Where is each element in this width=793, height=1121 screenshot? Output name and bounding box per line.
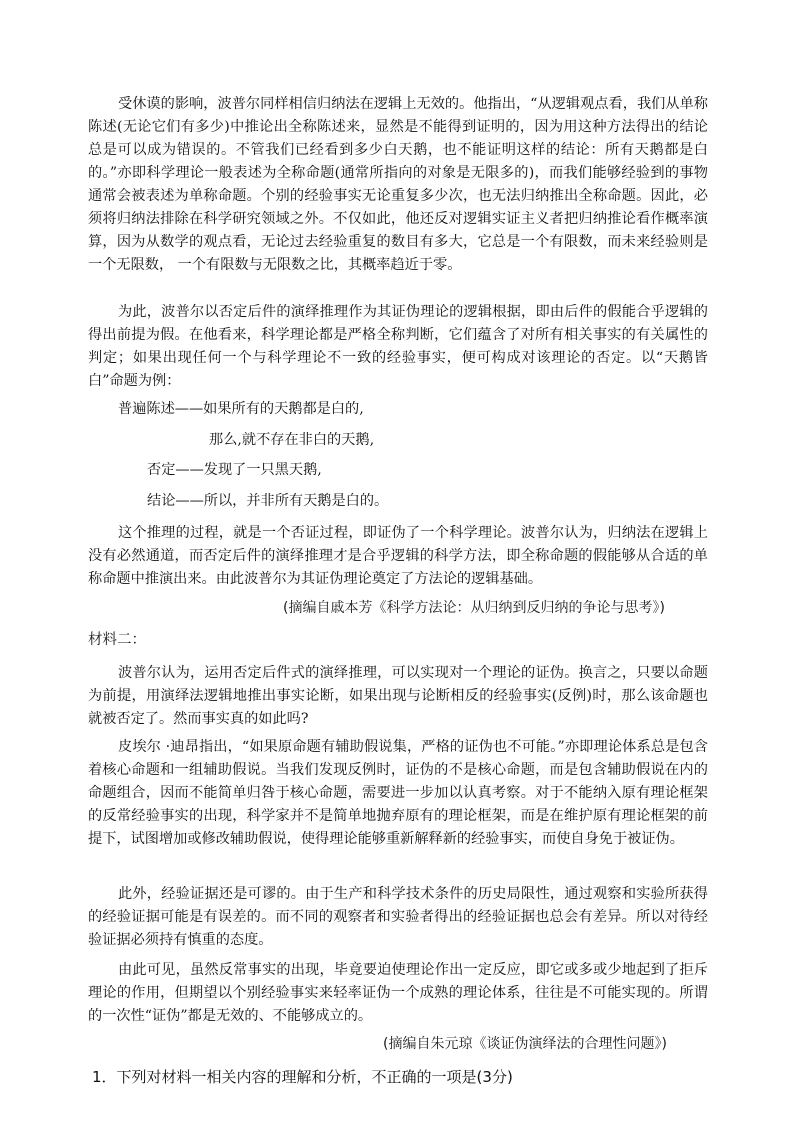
material2-paragraph-2: 皮埃尔 ·迪昂指出，“如果原命题有辅助假说集，严格的证伪也不可能。”亦即理论体系总是包含着核心命题和一组辅助假说。当我们发现反例时，证伪的不是核心命题，而是包含辅助假说在内的命题组合，因而不能简单归咎于核心命题，需要进一步加以认真考察。对于不能纳入原有理论框架的反常经验事实的出现，科学家并不是简单地抛弃原有的理论框架，而是在维护原有理论框架的前提下，试图增加或修改辅助假说，使得理论能够重新解释新的经验事实，而使自身免于被证伪。: [88, 739, 708, 847]
material2-heading: 材料二：: [88, 632, 146, 648]
material2-source: (摘编自朱元琼《谈证伪演绎法的合理性问题》): [383, 1036, 667, 1052]
material2-paragraph-4: 由此可见，虽然反常事实的出现，毕竟要迫使理论作出一定反应，即它或多或少地起到了拒斥理论的作用，但期望以个别经验事实来轻率证伪一个成熟的理论体系，往往是不可能实现的。所谓的一次性“证伪”都是无效的、不能够成立的。: [88, 962, 708, 1024]
material1-paragraph-1: 受休谟的影响，波普尔同样相信归纳法在逻辑上无效的。他指出，“从逻辑观点看，我们从单称陈述(无论它们有多少)中推论出全称陈述来，显然是不能得到证明的，因为用这种方法得出的结论总是可以成为错误的。不管我们已经看到多少白天鹅，也不能证明这样的结论：所有天鹅都是白的。”亦即科学理论一般表述为全称命题(通常所指向的对象是无限多的)，而我们能够经验到的事物通常会被表述为单称命题。个别的经验事实无论重复多少次，也无法归纳推出全称命题。因此，必须将归纳法排除在科学研究领域之外。不仅如此，他还反对逻辑实证主义者把归纳推论看作概率演算，因为从数学的观点看，无论过去经验重复的数目有多大，它总是一个有限数，而未来经验则是一个无限数， 一个有限数与无限数之比，其概率趋近于零。: [88, 96, 708, 273]
example-line-implication: 那么,就不存在非白的天鹅,: [209, 432, 375, 448]
material1-paragraph-2: 为此，波普尔以否定后件的演绎推理作为其证伪理论的逻辑根据，即由后件的假能合乎逻辑的得出前提为假。在他看来，科学理论都是严格全称判断，它们蕴含了对所有相关事实的有关属性的判定；如果出现任何一个与科学理论不一致的经验事实，便可构成对该理论的否定。以“天鹅皆白”命题为例：: [88, 304, 708, 389]
example-line-negation: 否定——发现了一只黑天鹅,: [147, 462, 322, 478]
material2-paragraph-3: 此外，经验证据还是可谬的。由于生产和科学技术条件的历史局限性，通过观察和实验所获得的经验证据可能是有误差的。而不同的观察者和实验者得出的经验证据也总会有差异。所以对待经验证据必须持有慎重的态度。: [88, 886, 708, 948]
example-line-conclusion: 结论——所以，并非所有天鹅是白的。: [147, 493, 389, 509]
material2-paragraph-1: 波普尔认为，运用否定后件式的演绎推理，可以实现对一个理论的证伪。换言之，只要以命题为前提，用演绎法逻辑地推出事实论断，如果出现与论断相反的经验事实(反例)时，那么该命题也就被否定了。然而事实真的如此吗?: [88, 665, 708, 727]
material1-paragraph-3: 这个推理的过程，就是一个否证过程，即证伪了一个科学理论。波普尔认为，归纳法在逻辑上没有必然通道，而否定后件的演绎推理才是合乎逻辑的科学方法，即全称命题的假能够从合适的单称命题中推演出来。由此波普尔为其证伪理论奠定了方法论的逻辑基础。: [88, 525, 708, 587]
question-1: 1．下列对材料一相关内容的理解和分析，不正确的一项是(3分): [92, 1068, 513, 1086]
example-line-universal: 普遍陈述——如果所有的天鹅都是白的,: [118, 401, 364, 417]
material1-source: (摘编自戚本芳《科学方法论：从归纳到反归纳的争论与思考》): [283, 600, 665, 616]
